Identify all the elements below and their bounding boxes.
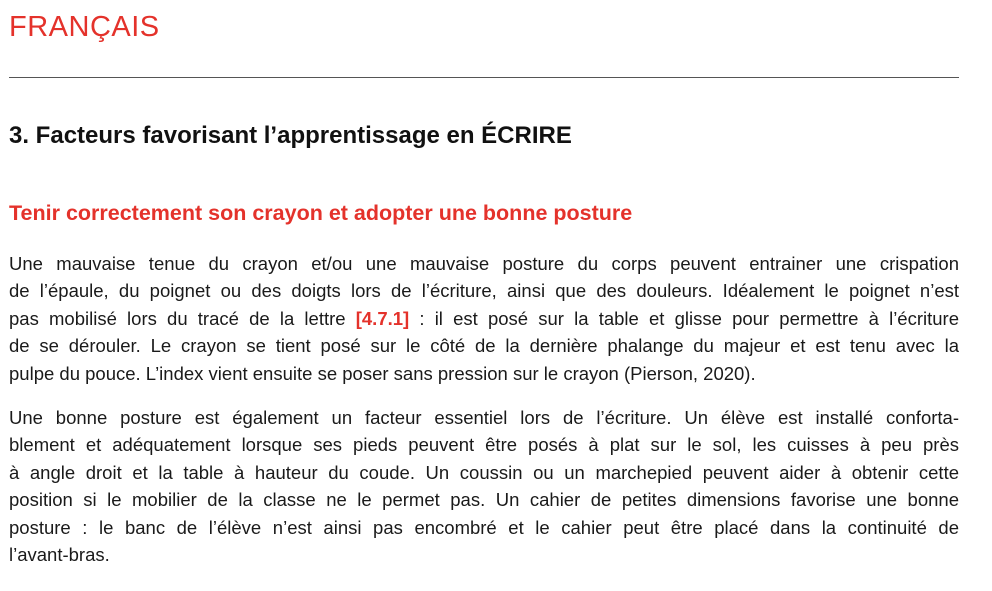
header-divider <box>9 77 959 78</box>
paragraph-line: l’avant-bras. <box>9 543 110 565</box>
paragraph-posture <box>9 404 959 568</box>
paragraph-pen-grip <box>9 250 959 387</box>
paragraph-line: de se dérouler. Le crayon se tient posé sur le côté de la dernière phalange du majeur et est tenu avec la <box>9 335 959 357</box>
paragraph-line: Une mauvaise tenue du crayon et/ou une mauvaise posture du corps peuvent entrainer une crispation <box>9 253 959 274</box>
paragraph-line: de l’épaule, du poignet ou des doigts lors de l’écriture, ainsi que des douleurs. Idéalement le poignet n’est <box>9 280 959 302</box>
paragraph-line: posture : le banc de l’élève n’est ainsi pas encombré et le cahier peut être placé dans la continuité de <box>9 516 959 538</box>
paragraph-text: pas mobilisé lors du tracé de la lettre <box>9 307 356 329</box>
section-title: 3. Facteurs favorisant l’apprentissage en ÉCRIRE <box>9 122 572 149</box>
paragraph-line: Une bonne posture est également un facteur essentiel lors de l’écriture. Un élève est installé conforta- <box>9 407 959 428</box>
paragraph-line: blement et adéquatement lorsque ses pieds peuvent être posés à plat sur le sol, les cuisses à peu près <box>9 434 959 456</box>
paragraph-line: pulpe du pouce. L’index vient ensuite se poser sans pression sur le crayon (Pierson, 2020). <box>9 362 756 384</box>
paragraph-line <box>9 305 959 332</box>
paragraph-text: : il est posé sur la table et glisse pour permettre à l’écriture <box>409 307 959 329</box>
paragraph-line: à angle droit et la table à hauteur du coude. Un coussin ou un marchepied peuvent aider à obtenir cette <box>9 461 959 483</box>
subject-header: FRANÇAIS <box>9 11 160 43</box>
cross-reference-link[interactable]: [4.7.1] <box>355 307 410 329</box>
subsection-title: Tenir correctement son crayon et adopter une bonne posture <box>9 201 633 225</box>
paragraph-line: position si le mobilier de la classe ne le permet pas. Un cahier de petites dimensions favorise une bonne <box>9 489 959 511</box>
